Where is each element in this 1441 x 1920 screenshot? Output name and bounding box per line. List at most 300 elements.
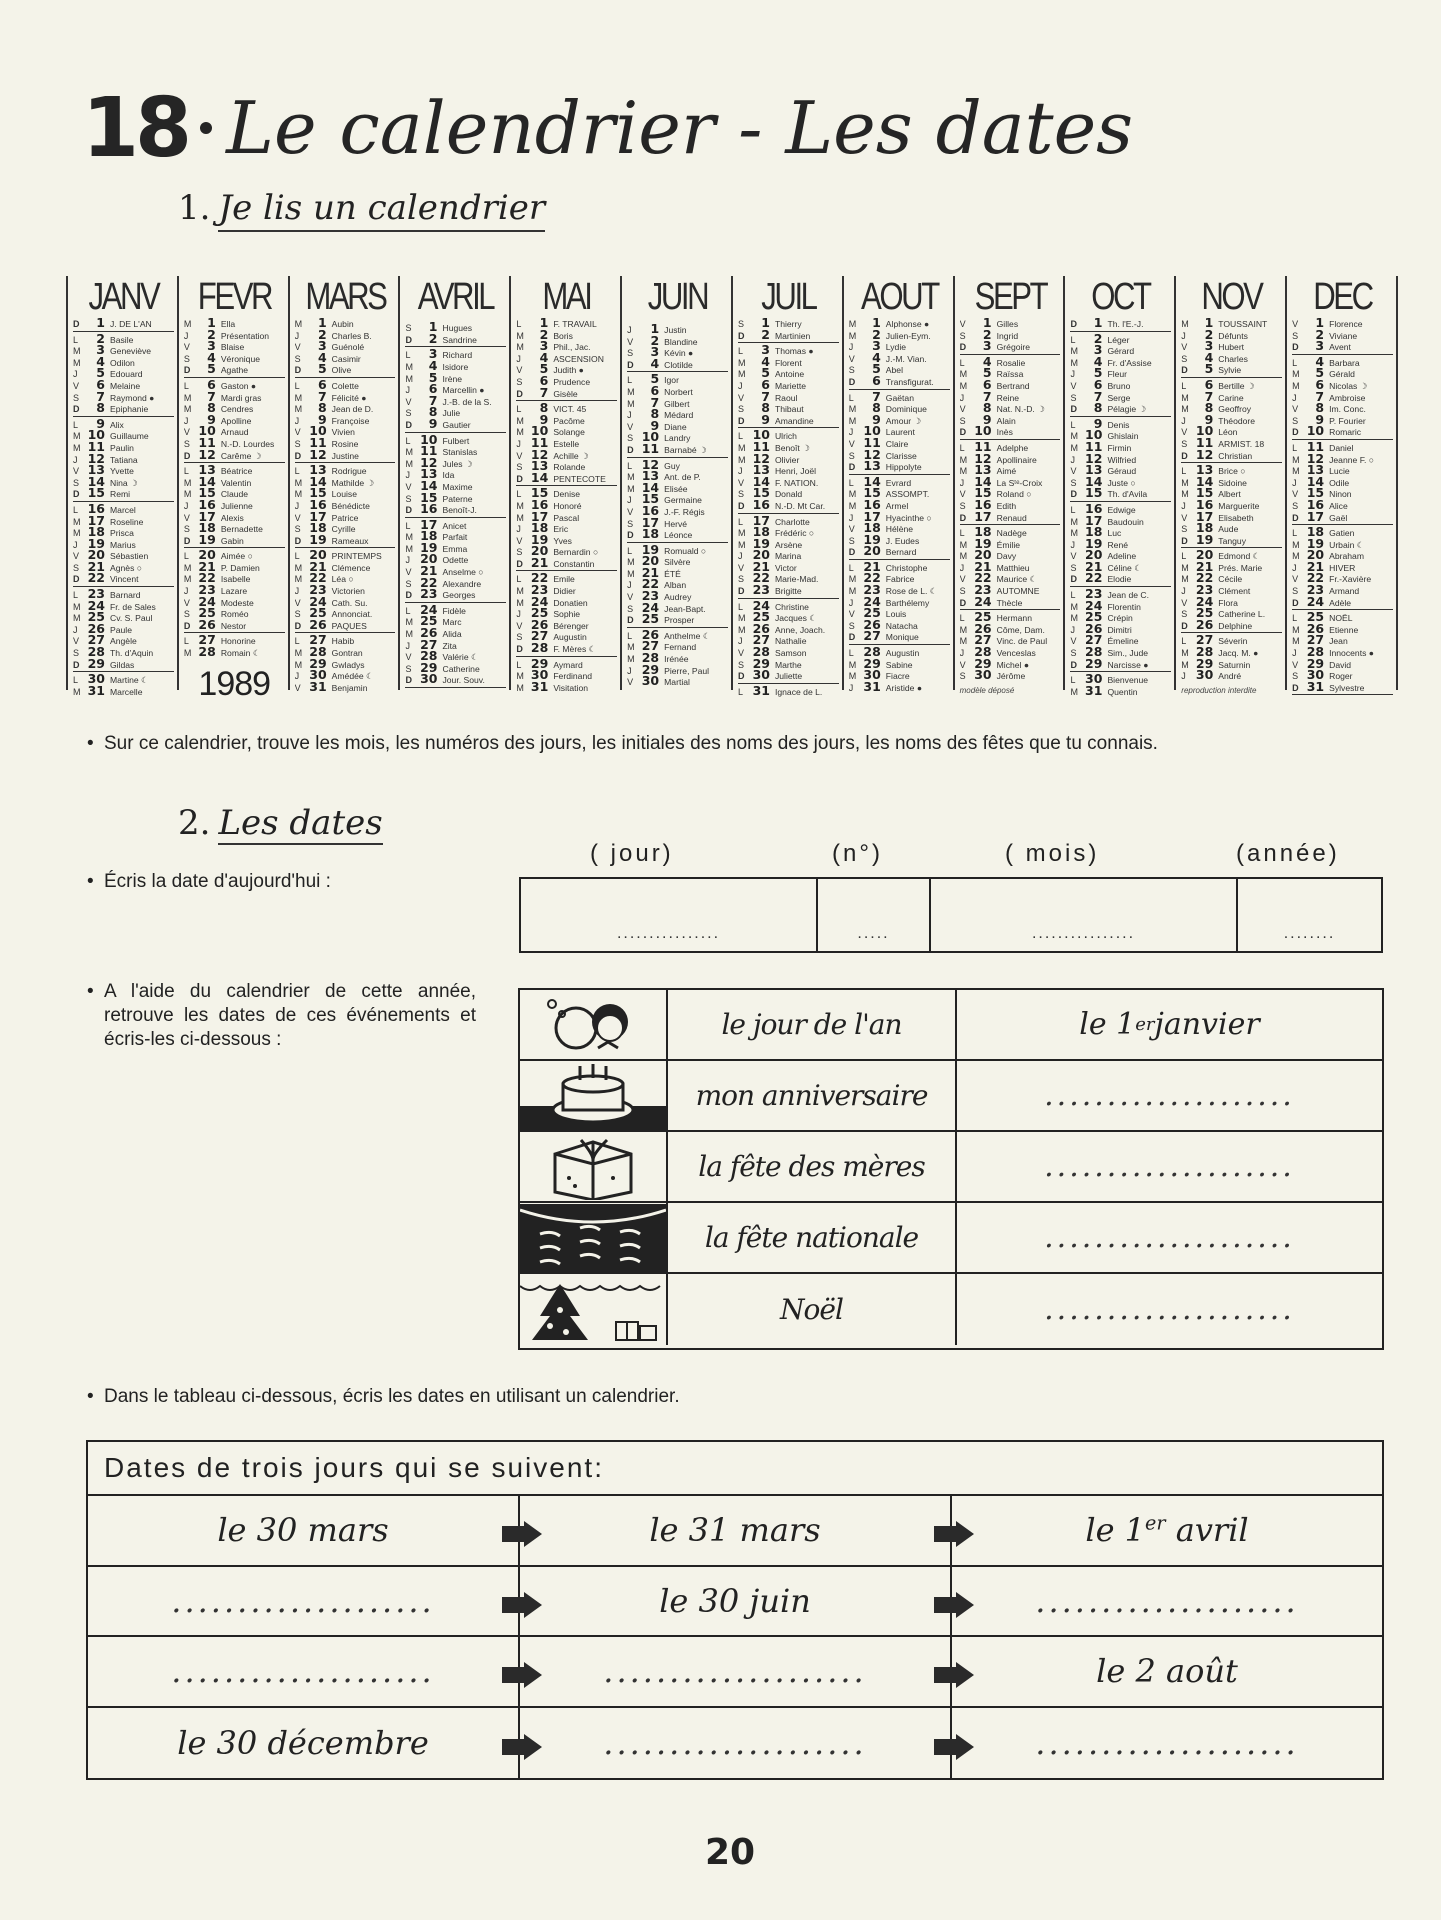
date-blank[interactable] (950, 1567, 1382, 1636)
day-number: 4 (650, 358, 660, 371)
month-name: JUIL (761, 276, 816, 318)
weekday-initial: L (294, 380, 300, 391)
saint-name: Donatien (553, 597, 588, 608)
day-number: 18 (641, 529, 660, 542)
calendar-day (184, 341, 285, 353)
calendar-day (295, 535, 396, 549)
calendar-day (1292, 573, 1393, 585)
day-number: 1 (1204, 318, 1214, 330)
day-number: 29 (863, 658, 881, 671)
weekday-initial: S (1292, 415, 1299, 426)
day-number: 12 (752, 453, 770, 466)
weekday-initial: J (737, 551, 743, 562)
calendar-day (73, 624, 174, 636)
day-number: 10 (752, 430, 770, 442)
saint-name: Bertrand (996, 380, 1030, 391)
calendar-day (184, 500, 285, 512)
weekday-initial: M (627, 472, 635, 483)
calendar-day (1070, 612, 1171, 624)
calendar-day (627, 324, 728, 336)
weekday-initial: S (959, 330, 966, 341)
calendar-day (516, 500, 617, 512)
saint-name: René (1107, 539, 1128, 550)
weekday-initial: M (1070, 528, 1078, 539)
arrow-right-icon (502, 1730, 542, 1756)
day-number: 7 (650, 397, 660, 410)
calendar-day (1292, 682, 1393, 696)
weekday-initial: M (959, 551, 968, 562)
saint-name: Paule (110, 624, 132, 635)
day-number: 18 (752, 527, 770, 539)
day-number: 29 (752, 658, 770, 671)
month-name: FEVR (197, 276, 271, 318)
weekday-initial: D (1181, 450, 1188, 461)
calendar-day (516, 318, 617, 330)
day-number: 25 (752, 612, 770, 624)
weekday-initial: L (737, 346, 743, 357)
day-number: 24 (530, 596, 549, 609)
weekday-initial: M (1181, 648, 1189, 659)
day-number: 6 (96, 379, 105, 392)
date-blank[interactable] (950, 1708, 1382, 1779)
calendar-day (1292, 330, 1393, 342)
event-date-blank[interactable]: .................... (1044, 1220, 1295, 1255)
date-text: .................... (1035, 1723, 1299, 1762)
saint-name: Ambroise (1329, 392, 1366, 403)
saint-name: Im. Conc. (1329, 404, 1366, 415)
saint-name: Benjamin (331, 682, 368, 693)
day-number: 27 (530, 631, 549, 644)
weekday-initial: M (405, 543, 413, 554)
calendar-day (405, 543, 506, 555)
day-number: 3 (428, 349, 438, 361)
weekday-initial: L (516, 489, 522, 500)
weekday-initial: L (294, 466, 300, 477)
date-blank[interactable] (88, 1567, 518, 1636)
weekday-initial: D (848, 632, 856, 643)
saint-name: Vivien (331, 427, 355, 438)
saint-name: Ingrid (996, 330, 1019, 341)
calendar-day (738, 357, 839, 369)
saint-name: Jeanne F. ○ (1329, 454, 1374, 465)
saint-name: Juliette (774, 671, 803, 682)
weekday-initial: M (294, 574, 303, 585)
weekday-initial: D (405, 675, 412, 686)
saint-name: Martinien (774, 330, 811, 341)
saint-name: Léa ○ (331, 574, 354, 585)
calendar-day (1292, 488, 1393, 500)
calendar-day (1292, 380, 1393, 392)
day-number: 16 (752, 499, 770, 512)
saint-name: Abraham (1329, 551, 1364, 562)
calendar-day (295, 523, 396, 535)
day-number: 15 (309, 488, 327, 500)
page-number: 20 (705, 1832, 756, 1873)
date-blank[interactable] (518, 1637, 950, 1706)
calendar-day (184, 465, 285, 477)
day-number: 13 (641, 471, 660, 483)
weekday-initial: L (1181, 466, 1187, 477)
calendar-day (738, 601, 839, 613)
event-label: le jour de l'an (668, 990, 957, 1059)
day-number: 12 (1195, 449, 1214, 462)
calendar-day (849, 573, 950, 585)
calendar-day (295, 562, 396, 574)
saint-name: Clotilde (664, 359, 693, 370)
saint-name: Elisée (664, 483, 688, 494)
weekday-initial: L (959, 442, 965, 453)
saint-name: PRINTEMPS (331, 551, 382, 562)
calendar-day (1070, 454, 1171, 466)
weekday-initial: V (183, 342, 190, 353)
date-blank[interactable] (518, 1708, 950, 1779)
calendar-day (960, 670, 1061, 682)
calendar-day (849, 450, 950, 462)
saint-name: Prés. Marie (1218, 562, 1263, 573)
date-text: .................... (603, 1723, 867, 1762)
day-number: 10 (198, 426, 216, 438)
calendar-day (1181, 488, 1282, 500)
saint-name: Isabelle (220, 574, 251, 585)
weekday-initial: V (1292, 659, 1299, 670)
calendar-day (627, 603, 728, 615)
day-number: 7 (982, 391, 992, 404)
saint-name: Catherine L. (1218, 609, 1266, 620)
day-number: 10 (863, 426, 881, 438)
day-number: 23 (1306, 585, 1325, 597)
day-number: 3 (650, 347, 660, 359)
weekday-initial: D (73, 404, 80, 415)
weekday-initial: M (959, 369, 968, 380)
day-number: 22 (309, 573, 327, 586)
arrow-right-icon (934, 1588, 974, 1614)
saint-name: Arnaud (220, 427, 249, 438)
saint-name: André (1218, 671, 1242, 682)
calendar-day (184, 318, 285, 330)
saint-name: Cath. Su. (331, 597, 368, 608)
calendar-day (1181, 318, 1282, 330)
col-header-month: ( mois) (1005, 840, 1100, 867)
saint-name: Colette (331, 380, 359, 391)
saint-name: Germaine (664, 495, 702, 506)
day-number: 17 (309, 511, 327, 524)
weekday-initial: L (183, 380, 189, 391)
saint-name: Abel (885, 365, 903, 376)
day-number: 14 (1306, 476, 1325, 489)
day-number: 17 (1306, 511, 1325, 524)
saint-name: Charles (1218, 353, 1248, 364)
day-number: 14 (752, 476, 770, 489)
day-number: 5 (207, 364, 216, 377)
calendar-day (738, 550, 839, 562)
year-field[interactable]: ........ (1283, 925, 1336, 942)
saint-name: Jour. Souv. (442, 675, 485, 686)
day-number: 2 (761, 329, 770, 342)
title-separator (200, 122, 212, 134)
day-number: 5 (761, 368, 770, 380)
day-number: 3 (982, 341, 992, 354)
weekday-initial: M (1070, 357, 1078, 368)
saint-name: Aimé (996, 466, 1017, 477)
calendar-day (516, 558, 617, 572)
calendar-day (516, 403, 617, 415)
calendar-day (738, 318, 839, 330)
calendar-day (849, 364, 950, 376)
calendar-day (73, 357, 174, 369)
saint-name: Stanislas (442, 447, 478, 458)
saint-name: Thècle (996, 597, 1023, 608)
consecutive-dates-table (86, 1440, 1384, 1780)
saint-name: Nina ☽ (110, 477, 138, 488)
saint-name: Antoine (774, 369, 805, 380)
day-number: 16 (1306, 499, 1325, 512)
calendar-day (1181, 353, 1282, 365)
weekday-initial: M (848, 659, 857, 670)
day-number: 4 (982, 356, 992, 369)
day-number: 18 (1306, 527, 1325, 539)
calendar-day (960, 550, 1061, 562)
calendar-day (73, 392, 174, 404)
calendar-day (1292, 442, 1393, 454)
weekday-initial: S (405, 663, 412, 674)
day-number: 21 (1085, 561, 1103, 574)
calendar-day (849, 608, 950, 620)
calendar-day (849, 647, 950, 659)
weekday-initial: D (1070, 574, 1077, 585)
calendar-day (516, 546, 617, 558)
saint-name: J.-B. de la S. (442, 396, 492, 407)
day-number: 9 (1315, 414, 1325, 427)
saint-name: Apollinaire (996, 454, 1037, 465)
saint-name: Rameaux (331, 535, 369, 546)
number-field[interactable]: ..... (818, 879, 931, 951)
weekday-initial: M (848, 330, 857, 341)
saint-name: Thierry (774, 319, 802, 329)
saint-name: Ant. de P. (664, 472, 701, 483)
saint-name: Mariette (774, 380, 807, 391)
weekday-initial: D (1292, 597, 1299, 608)
weekday-initial: M (1181, 574, 1189, 585)
saint-name: Adèle (1329, 597, 1352, 608)
weekday-initial: M (737, 369, 746, 380)
weekday-initial: M (516, 342, 524, 353)
calendar-day (73, 573, 174, 587)
weekday-initial: D (737, 586, 745, 597)
calendar-day (295, 585, 396, 597)
day-number: 10 (974, 426, 992, 439)
calendar-day (405, 504, 506, 518)
calendar-day (405, 435, 506, 447)
section-2-heading (178, 803, 383, 843)
day-field[interactable]: ................ (521, 879, 818, 951)
calendar-day (405, 589, 506, 603)
saint-name: Geneviève (110, 346, 152, 357)
saint-name: Cendres (220, 404, 254, 415)
calendar-day (1181, 438, 1282, 450)
day-number: 27 (309, 635, 327, 648)
day-number: 1 (982, 318, 992, 330)
saint-name: Vinc. de Paul (996, 636, 1048, 647)
weekday-initial: V (1292, 574, 1299, 585)
day-number: 7 (207, 391, 216, 404)
weekday-initial: M (183, 392, 192, 403)
saint-name: Elodie (1107, 574, 1132, 585)
calendar-day (627, 676, 728, 688)
weekday-initial: L (1181, 380, 1187, 391)
calendar-day (1181, 380, 1282, 392)
saint-name: Raymond ● (110, 392, 155, 403)
saint-name: J. DE L'AN (110, 319, 152, 329)
calendar-day (516, 643, 617, 657)
weekday-initial: M (737, 613, 746, 624)
day-number: 1 (761, 318, 770, 330)
calendar-day (960, 539, 1061, 551)
saint-name: Edwige (1107, 504, 1136, 515)
calendar-day (849, 597, 950, 609)
weekday-initial: D (737, 415, 745, 426)
calendar-day (960, 341, 1061, 355)
day-number: 28 (530, 643, 549, 656)
day-number: 9 (761, 414, 770, 427)
weekday-initial: S (1181, 353, 1188, 364)
calendar-day (73, 318, 174, 332)
saint-name: Prudence (553, 376, 591, 387)
saint-name: Quentin (1107, 686, 1138, 697)
calendar-day (627, 518, 728, 530)
calendar-day (627, 568, 728, 580)
day-number: 20 (420, 554, 438, 567)
saint-name: Evrard (885, 477, 912, 488)
children-kissing-icon (520, 990, 668, 1059)
weekday-initial: L (1292, 357, 1298, 368)
day-number: 5 (872, 364, 881, 376)
saint-name: Lucie (1329, 466, 1350, 477)
day-number: 29 (641, 664, 660, 677)
date-blank[interactable] (88, 1637, 518, 1706)
day-number: 8 (1093, 403, 1103, 416)
saint-name: Phil., Jac. (553, 342, 591, 353)
calendar-day (405, 349, 506, 361)
day-number: 19 (641, 544, 660, 557)
weekday-initial: M (737, 357, 746, 368)
weekday-initial: S (848, 365, 855, 376)
day-number: 12 (1306, 453, 1325, 466)
arrow-right-icon (502, 1517, 542, 1543)
event-date-blank[interactable]: .................... (1044, 1149, 1295, 1184)
day-number: 15 (641, 494, 660, 506)
day-number: 26 (752, 623, 770, 636)
day-number: 3 (96, 345, 105, 357)
saint-name: Aude (1218, 524, 1239, 535)
calendar-day (960, 357, 1061, 369)
calendar-day (1181, 450, 1282, 464)
weekday-initial: M (73, 516, 81, 527)
calendar-day (849, 461, 950, 475)
day-number: 15 (420, 492, 438, 505)
day-number: 2 (650, 335, 660, 348)
weekday-initial: D (737, 671, 745, 682)
weekday-initial: M (1181, 477, 1189, 488)
weekday-initial: D (516, 473, 523, 484)
day-number: 6 (207, 379, 216, 392)
calendar-day (960, 562, 1061, 574)
weekday-initial: M (848, 500, 857, 511)
day-number: 8 (317, 403, 327, 415)
day-number: 26 (198, 619, 216, 632)
calendar-day (627, 653, 728, 665)
col-header-number: (n°) (832, 840, 883, 867)
saint-name: Prosper (664, 615, 695, 626)
instruction-table: • Dans le tableau ci-dessous, écris les dates en utilisant un calendrier. (104, 1385, 680, 1409)
saint-name: Gilles (996, 319, 1019, 329)
month-field[interactable]: ................ (931, 879, 1238, 951)
saint-name: Transfigurat. (885, 376, 934, 387)
day-number: 11 (1306, 441, 1325, 454)
saint-name: Odilon (110, 357, 135, 368)
saint-name: Gildas (110, 659, 135, 670)
saint-name: Guénolé (331, 342, 365, 353)
month-column-aout (842, 276, 953, 694)
event-date-blank[interactable]: .................... (1044, 1292, 1295, 1327)
weekday-initial: V (516, 450, 523, 461)
saint-name: Aubin (331, 319, 354, 329)
saint-name: Christine (774, 601, 809, 612)
calendar-day (184, 392, 285, 404)
day-number: 22 (1195, 573, 1214, 586)
calendar-day (516, 488, 617, 500)
saint-name: Richard (442, 350, 473, 361)
day-number: 12 (309, 449, 327, 462)
weekday-initial: L (73, 504, 79, 515)
month-name: MAI (542, 276, 591, 318)
saint-name: Sidoine (1218, 477, 1247, 488)
saint-name: Etienne (1329, 624, 1359, 635)
calendar-day (1070, 442, 1171, 454)
weekday-initial: S (848, 620, 855, 631)
calendar-day (295, 573, 396, 585)
saint-name: Audrey (664, 592, 692, 603)
day-number: 29 (87, 658, 105, 671)
calendar-day (1181, 620, 1282, 634)
saint-name: Eric (553, 524, 569, 535)
saint-name: Emile (553, 574, 575, 585)
day-number: 21 (974, 561, 992, 574)
calendar-day (1292, 426, 1393, 440)
event-row (520, 1061, 1382, 1132)
day-number: 18 (198, 523, 216, 535)
calendar-day (1070, 647, 1171, 659)
weekday-initial: L (183, 551, 189, 562)
calendar-day (405, 322, 506, 334)
weekday-initial: L (405, 605, 411, 616)
christmas-tree-icon-graphic (520, 1276, 666, 1344)
day-number: 12 (87, 453, 105, 466)
day-number: 15 (87, 488, 105, 501)
calendar-day (849, 682, 950, 694)
saint-name: Barbara (1329, 357, 1360, 368)
saint-name: Gaston ● (220, 380, 257, 391)
day-number: 15 (1195, 488, 1214, 500)
saint-name: Visitation (553, 682, 589, 693)
day-number: 21 (198, 561, 216, 574)
day-number: 27 (1306, 635, 1325, 648)
saint-name: Claude (220, 489, 249, 500)
event-date-blank[interactable]: .................... (1044, 1078, 1295, 1113)
weekday-initial: L (737, 686, 743, 697)
weekday-initial: L (848, 392, 854, 403)
saint-name: Norbert (664, 386, 693, 397)
weekday-initial: S (627, 348, 634, 359)
